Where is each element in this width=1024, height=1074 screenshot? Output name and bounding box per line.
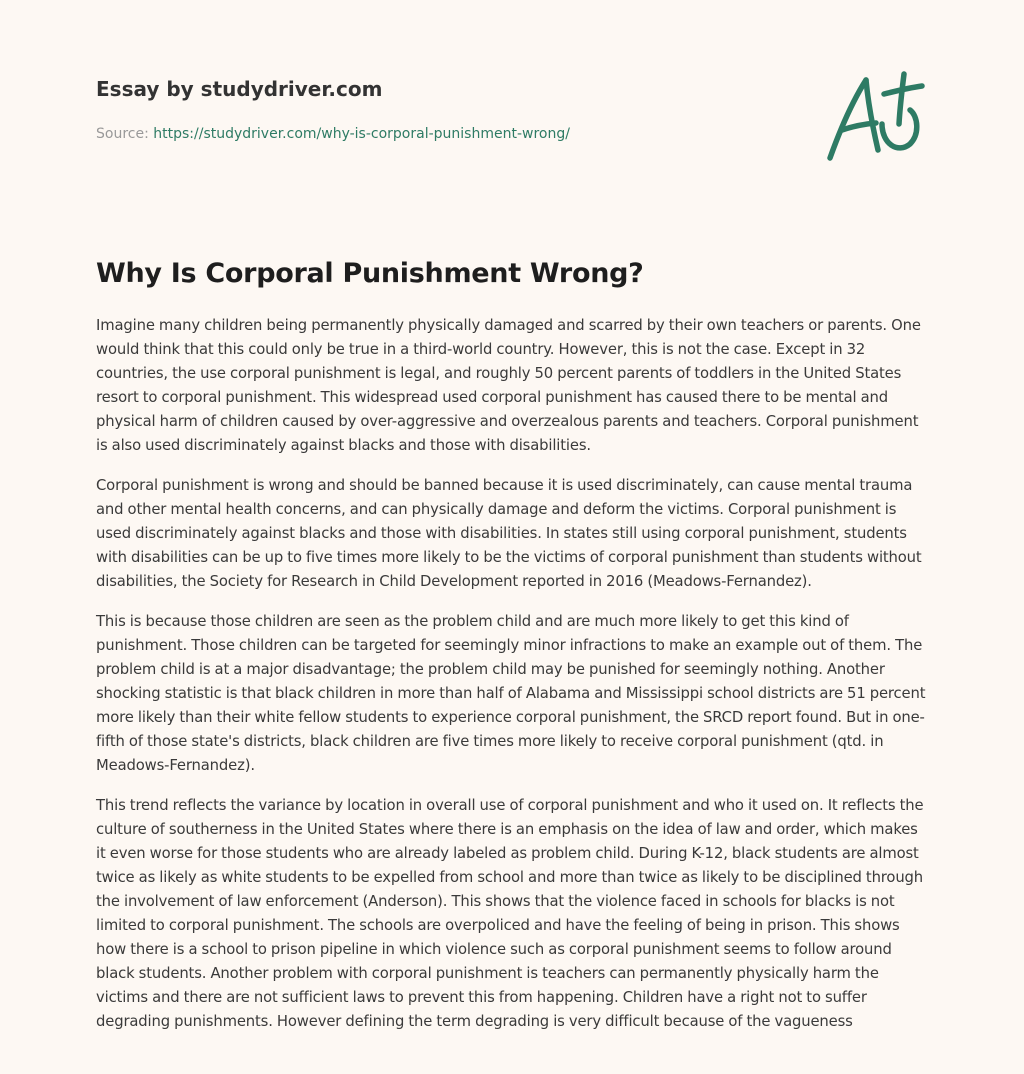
paragraph-4: This trend reflects the variance by location in overall use of corporal punishment and who it used on. It reflects the culture of southerness in the United States where there is an emphasis on the idea of law and order, which makes it even worse for those students who are already labeled as problem child. During K-12, black students are almost twice as likely as white students to be expelled from school and more than twice as likely to be disciplined through the involvement of law enforcement (Anderson). This shows that the violence faced in schools for blacks is not limited to corporal punishment. The schools are overpoliced and have the feeling of being in prison. This shows how there is a school to prison pipeline in which violence such as corporal punishment seems to follow around black students. Another problem with corporal punishment is teachers can permanently physically harm the victims and there are not sufficient laws to prevent this from happening. Children have a right not to suffer degrading punishments. However defining the term degrading is very difficult because of the vagueness <box>96 797 924 1030</box>
a-plus-logo <box>822 68 926 164</box>
source-link[interactable]: https://studydriver.com/why-is-corporal-punishment-wrong/ <box>153 126 570 142</box>
a-plus-logo-icon <box>822 68 926 164</box>
paragraph-3: This is because those children are seen as the problem child and are much more likely to get this kind of punishment. Those children can be targeted for seemingly minor infractions to make an example out of them. The problem child is at a major disadvantage; the problem child may be punished for seemingly nothing. Another shocking statistic is that black children in more than half of Alabama and Mississippi school districts are 51 percent more likely than their white fellow students to experience corporal punishment, the SRCD report found. But in one-fifth of those state's districts, black children are five times more likely to receive corporal punishment (qtd. in Meadows-Fernandez). <box>96 613 926 774</box>
source-line <box>96 124 796 144</box>
paragraph-2: Corporal punishment is wrong and should be banned because it is used discriminately, can cause mental trauma and other mental health concerns, and can physically damage and deform the victims. Corporal punishment is used discriminately against blacks and those with disabilities. In states still using corporal punishment, students with disabilities can be up to five times more likely to be the victims of corporal punishment than students without disabilities, the Society for Research in Child Development reported in 2016 (Meadows-Fernandez). <box>96 477 922 590</box>
essay-title: Why Is Corporal Punishment Wrong? <box>96 258 644 289</box>
essay-body <box>96 314 928 1050</box>
essay-header <box>96 74 796 144</box>
paragraph-1: Imagine many children being permanently physically damaged and scarred by their own teachers or parents. One would think that this could only be true in a third-world country. However, this is not the case. Except in 32 countries, the use corporal punishment is legal, and roughly 50 percent parents of toddlers in the United States resort to corporal punishment. This widespread used corporal punishment has caused there to be mental and physical harm of children caused by over-aggressive and overzealous parents and teachers. Corporal punishment is also used discriminately against blacks and those with disabilities. <box>96 317 921 454</box>
source-label: Source: <box>96 126 149 142</box>
brand-title: Essay by studydriver.com <box>96 77 383 101</box>
